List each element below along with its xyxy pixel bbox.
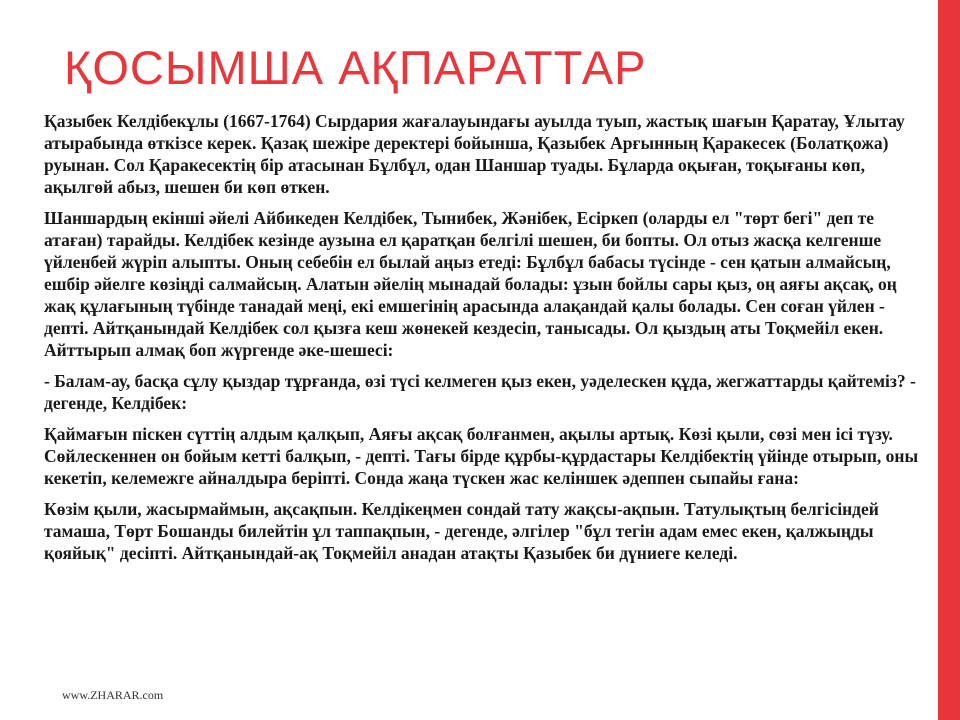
body-paragraph: Қаймағын піскен сүттің алдым қалқып, Аяғы ақсақ болғанмен, ақылы артық. Көзі қыли, сөзі мен ісі түзу. Сөйлескеннен он бойым кетті балқып, - депті. Тағы бірде құрбы-құрдастары Келдібектің үйінде отырып, оны кекетіп, келемежге айналдыра беріпті. Сонда жаңа түскен жас келіншек әдеппен сыпайы ғана: xyxy=(44,424,919,488)
slide-body xyxy=(44,110,924,573)
body-paragraph: Көзім қыли, жасырмаймын, ақсақпын. Келдікеңмен сондай тату жақсы-ақпын. Татулықтың белгісіндей тамаша, Төрт Бошанды билейтін ұл таппақпын, - дегенде, әлгілер "бұл тегін адам емес екен, қалжыңды қояйық" десіпті. Айтқанындай-ақ Тоқмейіл анадан атақты Қазыбек би дүниеге келеді. xyxy=(44,499,879,563)
body-paragraph: Қазыбек Келдібекұлы (1667-1764) Сырдария жағалауындағы ауылда туып, жастық шағын Қаратау, Ұлытау атырабында өткізсе керек. Қазақ шежіре деректері бойынша, Қазыбек Арғынның Қаракесек (Болатқожа) руынан. Сол Қаракесектің бір атасынан Бұлбұл, одан Шаншар туады. Бұларда оқыған, тоқығаны көп, ақылгөй абыз, шешен би көп өткен. xyxy=(44,111,905,197)
accent-bar xyxy=(938,0,960,720)
footer-source: www.ZHARAR.com xyxy=(62,688,164,702)
body-paragraph: - Балам-ау, басқа сұлу қыздар тұрғанда, өзі түсі келмеген қыз екен, уәделескен құда, жегжаттарды қайтеміз? - дегенде, Келдібек: xyxy=(44,371,916,413)
slide-title: ҚОСЫМША АҚПАРАТТАР xyxy=(64,41,647,94)
body-paragraph: Шаншардың екінші әйелі Айбикеден Келдібек, Тынибек, Жәнібек, Есіркеп (оларды ел "төрт бегі" деп те атаған) тарайды. Келдібек кезінде аузына ел қаратқан белгілі шешен, би бопты. Ол отыз жасқа келгенше үйленбей жүріп алыпты. Оның себебін ел былай аңыз етеді: Бұлбұл бабасы түсінде - сен қатын алмайсың, ешбір әйелге көзіңді салмайсың. Алатын әйелің мынадай болады: ұзын бойлы сары қыз, оң аяғы ақсақ, оң жақ құлағының түбінде танадай меңі, екі емшегінің арасында алақандай қалы болады. Сен соған үйлен - депті. Айтқанындай Келдібек сол қызға кеш жөнекей кездесіп, танысады. Ол қыздың аты Тоқмейіл екен. Айттырып алмақ боп жүргенде әке-шешесі: xyxy=(44,208,897,360)
